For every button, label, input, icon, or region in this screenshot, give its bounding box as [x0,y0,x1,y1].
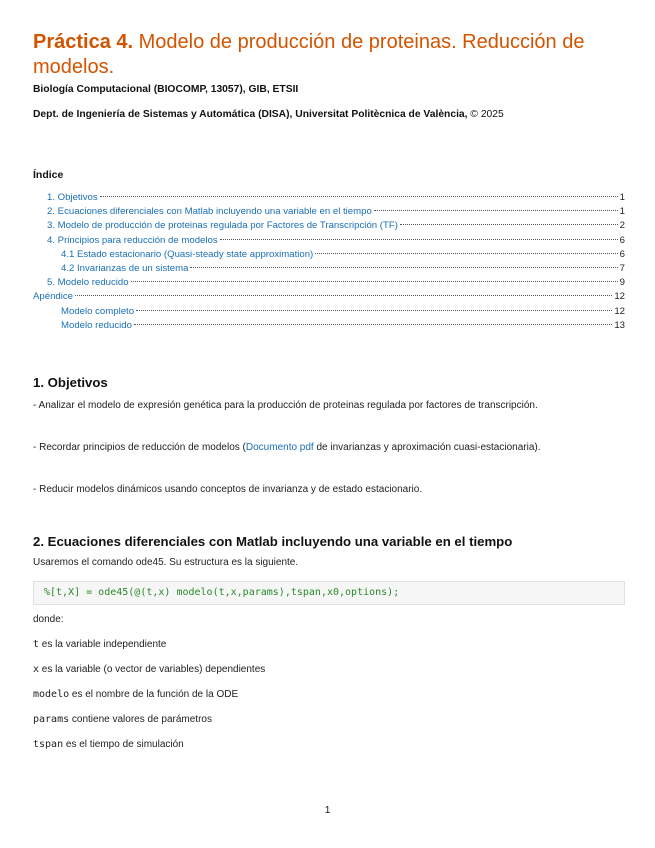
definition-item [33,664,265,675]
objective-3: - Reducir modelos dinámicos usando conceptos de invarianza y de estado estacionario. [33,484,423,495]
toc-link[interactable]: Modelo completo [61,306,135,317]
definition-text: es la variable (o vector de variables) dependientes [39,664,266,675]
page-title [33,30,623,80]
section-heading-ecuaciones: 2. Ecuaciones diferenciales con Matlab incluyendo una variable en el tiempo [33,534,513,549]
definition-term: x [33,664,40,675]
toc-page: 1 [619,192,625,203]
toc-leader [100,196,618,197]
page-number: 1 [324,804,331,816]
toc-page: 6 [619,235,625,246]
toc-page: 12 [614,306,625,317]
copyright-text: © 2025 [467,109,504,120]
toc-leader [134,324,612,325]
definition-text: es el nombre de la función de la ODE [69,689,239,700]
toc-leader [136,310,612,311]
toc-link[interactable]: Apéndice [33,291,74,302]
toc-leader [75,295,612,296]
toc-item[interactable] [47,191,625,205]
donde-label: donde: [33,614,64,625]
toc-link[interactable]: 4. Principios para reducción de modelos [47,235,218,246]
objective-2-text: - Recordar principios de reducción de modelos ( [33,442,246,453]
toc-link[interactable]: 4.1 Estado estacionario (Quasi-steady state approximation) [61,249,314,260]
definition-term: t [33,639,40,650]
toc-page: 6 [619,249,625,260]
toc-page: 12 [614,291,625,302]
toc-link[interactable]: 4.2 Invarianzas de un sistema [61,263,189,274]
toc-leader [190,267,617,268]
toc-leader [315,253,617,254]
toc-item[interactable] [47,219,625,233]
toc-item[interactable] [61,248,625,262]
definition-term: tspan [33,739,64,750]
toc-page: 9 [619,277,625,288]
definition-text: es el tiempo de simulación [63,739,184,750]
toc-link[interactable]: 2. Ecuaciones diferenciales con Matlab incluyendo una variable en el tiempo [47,206,372,217]
toc-item[interactable] [61,262,625,276]
toc-link[interactable]: 1. Objetivos [47,192,98,203]
definition-item [33,714,212,725]
toc-link[interactable]: 3. Modelo de producción de proteinas regulada por Factores de Transcripción (TF) [47,220,398,231]
objective-2 [33,439,593,456]
title-number: Práctica 4. [33,31,134,53]
code-block [33,581,625,605]
toc-item[interactable] [47,205,625,219]
title-text: Modelo de producción de proteinas. Reducción de modelos. [33,31,585,78]
toc-leader [220,239,618,240]
toc-link[interactable]: Modelo reducido [61,320,132,331]
section-heading-objetivos: 1. Objetivos [33,375,108,390]
toc-item[interactable] [61,305,625,319]
toc-page: 2 [619,220,625,231]
toc-link[interactable]: 5. Modelo reducido [47,277,129,288]
objective-2-tail: de invarianzas y aproximación cuasi-estacionaria). [313,442,541,453]
department-text: Dept. de Ingeniería de Sistemas y Automática (DISA), Universitat Politècnica de València, [33,109,468,120]
definition-term: params [33,714,70,725]
toc-page: 13 [614,320,625,331]
toc-heading: Índice [33,169,64,181]
toc-leader [400,224,618,225]
pdf-document-link[interactable]: Documento pdf [245,442,314,453]
toc-item[interactable] [47,234,625,248]
toc-item[interactable] [33,290,625,304]
code-line: %[t,X] = ode45(@(t,x) modelo(t,x,params),tspan,x0,options); [44,587,400,598]
section2-intro: Usaremos el comando ode45. Su estructura es la siguiente. [33,557,299,568]
course-line: Biología Computacional (BIOCOMP, 13057), GIB, ETSII [33,84,299,95]
toc-page: 7 [619,263,625,274]
toc-item[interactable] [61,319,625,333]
toc-item[interactable] [47,276,625,290]
definition-text: contiene valores de parámetros [69,714,212,725]
definition-term: modelo [33,689,70,700]
toc-leader [374,210,618,211]
objective-1: - Analizar el modelo de expresión genética para la producción de proteinas regulada por factores de transcripción. [33,400,538,411]
toc-page: 1 [619,206,625,217]
definition-item [33,739,184,750]
toc-leader [131,281,618,282]
department-line [33,109,504,120]
definition-item [33,639,166,650]
definition-text: es la variable independiente [39,639,167,650]
definition-item [33,689,238,700]
